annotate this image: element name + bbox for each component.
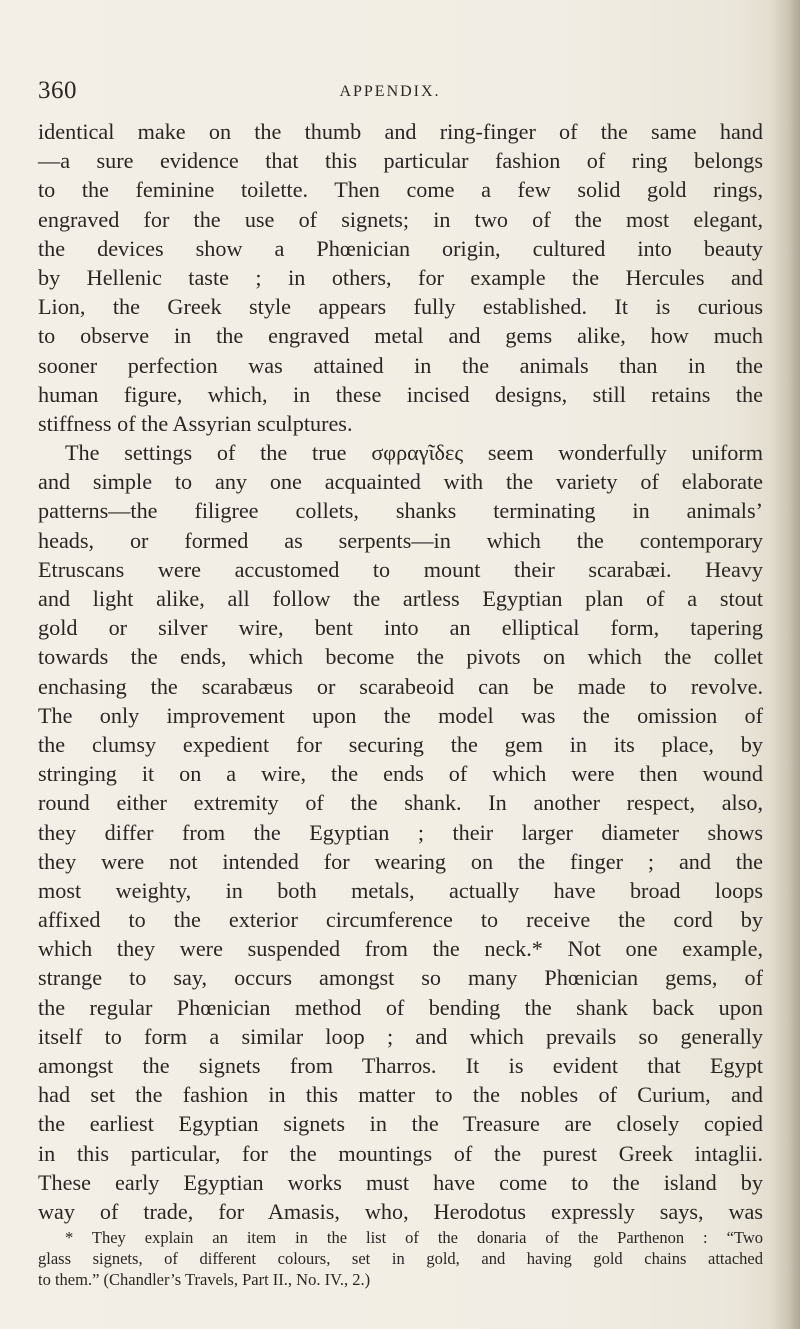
text-line: sooner perfection was attained in the animals than in the [38, 352, 763, 378]
text-line: the clumsy expedient for securing the gem in its place, by [38, 731, 763, 757]
text-line: by Hellenic taste ; in others, for example the Hercules and [38, 264, 763, 290]
text-line: amongst the signets from Tharros. It is evident that Egypt [38, 1053, 763, 1078]
text-line: —a sure evidence that this particular fashion of ring belongs [38, 148, 763, 174]
text-line: heads, or formed as serpents—in which the contemporary [38, 527, 763, 553]
text-line: The only improvement upon the model was the omission of [38, 702, 763, 728]
text-line: strange to say, occurs amongst so many Phœnician gems, of [38, 965, 763, 991]
text-line: in this particular, for the mountings of the purest Greek intaglii. [38, 1140, 763, 1166]
text-line: the devices show a Phœnician origin, cultured into beauty [38, 235, 763, 261]
text-line: the earliest Egyptian signets in the Treasure are closely copied [38, 1111, 763, 1137]
text-line: identical make on the thumb and ring-finger of the same hand [38, 119, 763, 144]
text-line: and light alike, all follow the artless Egyptian plan of a stout [38, 586, 763, 611]
text-line: they differ from the Egyptian ; their larger diameter shows [38, 819, 763, 845]
text-line: itself to form a similar loop ; and which prevails so generally [38, 1023, 763, 1049]
page-number: 360 [38, 77, 77, 104]
running-head: APPENDIX. [339, 83, 441, 100]
text-line: way of trade, for Amasis, who, Herodotus expressly says, was [38, 1198, 763, 1224]
text-line: they were not intended for wearing on the finger ; and the [38, 848, 763, 874]
page-edge-shadow [770, 0, 800, 1329]
text-line: and simple to any one acquainted with the variety of elaborate [38, 469, 763, 495]
text-line: to the feminine toilette. Then come a few solid gold rings, [38, 177, 763, 203]
footnote-line: to them.” (Chandler’s Travels, Part II., No. IV., 2.) [38, 1270, 371, 1289]
text-line: The settings of the true σφραγῖδες seem wonderfully uniform [65, 440, 763, 466]
text-line: patterns—the filigree collets, shanks terminating in animals’ [38, 498, 763, 524]
text-line: round either extremity of the shank. In another respect, also, [38, 790, 763, 816]
body-text [38, 117, 763, 1226]
text-line: the regular Phœnician method of bending the shank back upon [38, 994, 763, 1020]
text-line: which they were suspended from the neck.* Not one example, [38, 936, 763, 962]
text-line: stiffness of the Assyrian sculptures. [38, 410, 353, 436]
text-line: enchasing the scarabæus or scarabeoid can be made to revolve. [38, 673, 763, 699]
text-line: affixed to the exterior circumference to receive the cord by [38, 907, 763, 933]
footnote [38, 1227, 763, 1290]
footnote-line: * They explain an item in the list of the donaria of the Parthenon : “Two [65, 1228, 763, 1247]
text-line: human figure, which, in these incised designs, still retains the [38, 381, 763, 407]
text-line: Etruscans were accustomed to mount their scarabæi. Heavy [38, 556, 763, 582]
text-line: towards the ends, which become the pivots on which the collet [38, 644, 763, 670]
text-line: These early Egyptian works must have come to the island by [38, 1169, 763, 1195]
footnote-line: glass signets, of different colours, set in gold, and having gold chains attached [38, 1249, 763, 1268]
text-line: stringing it on a wire, the ends of which were then wound [38, 761, 763, 787]
text-line: had set the fashion in this matter to the nobles of Curium, and [38, 1082, 763, 1108]
text-line: Lion, the Greek style appears fully established. It is curious [38, 294, 763, 320]
text-line: to observe in the engraved metal and gems alike, how much [38, 323, 763, 349]
text-line: gold or silver wire, bent into an elliptical form, tapering [38, 615, 763, 641]
text-line: engraved for the use of signets; in two of the most elegant, [38, 206, 763, 232]
text-line: most weighty, in both metals, actually have broad loops [38, 877, 763, 903]
